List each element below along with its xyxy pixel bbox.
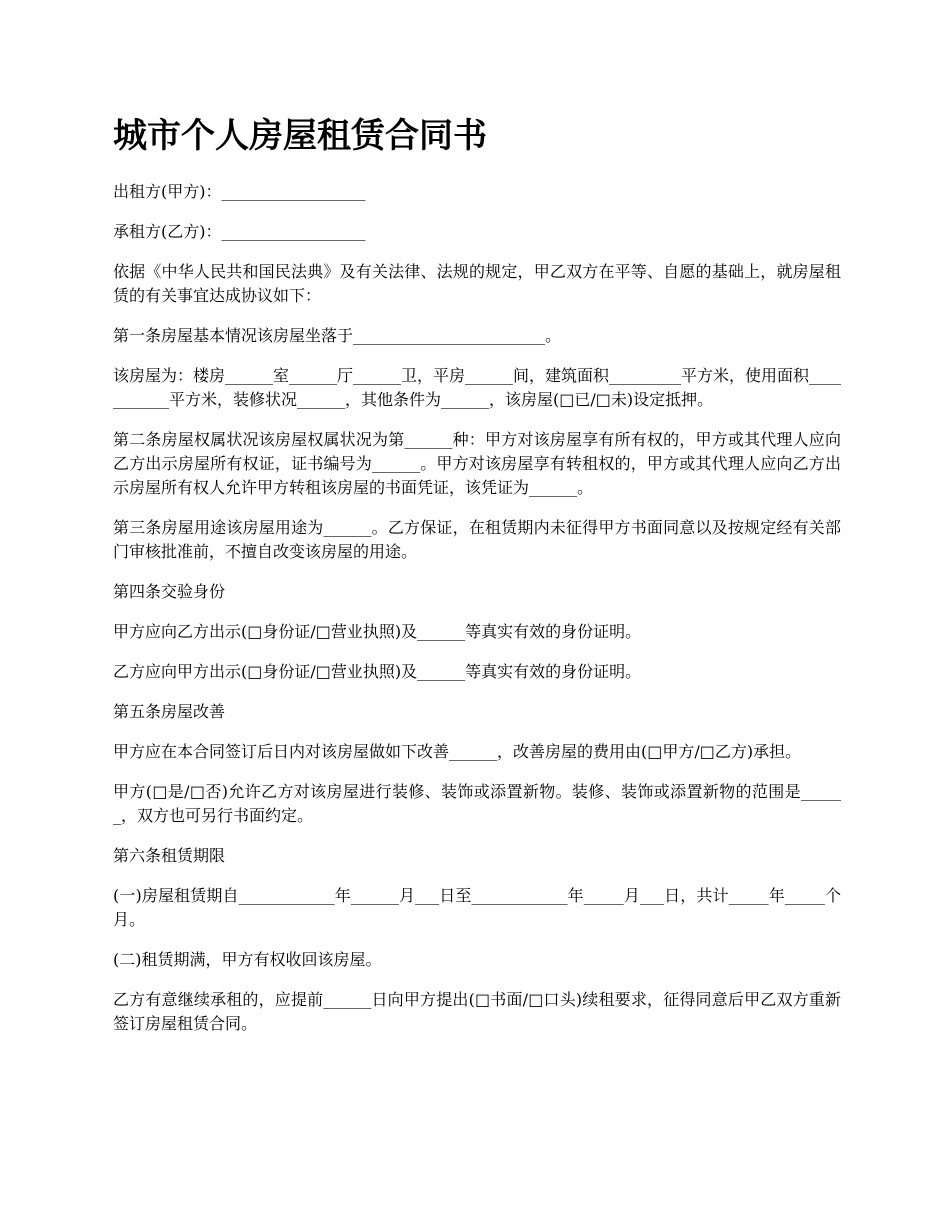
article-4-party-b: 乙方应向甲方出示(□身份证/□营业执照)及______等真实有效的身份证明。 <box>113 662 642 681</box>
article-4-party-a: 甲方应向乙方出示(□身份证/□营业执照)及______等真实有效的身份证明。 <box>113 622 642 641</box>
article-1-details: 该房屋为：楼房______室______厅______卫，平房______间，建筑面积_________平方米，使用面积___________平方米，装修状况______，其他条件为______，该房屋(□已/□未)设定抵押。 <box>113 366 842 409</box>
article-5-improvement: 甲方应在本合同签订后日内对该房屋做如下改善______，改善房屋的费用由(□甲方/□乙方)承担。 <box>113 742 802 761</box>
document-title: 城市个人房屋租赁合同书 <box>113 116 487 156</box>
preamble: 依据《中华人民共和国民法典》及有关法律、法规的规定，甲乙双方在平等、自愿的基础上，就房屋租赁的有关事宜达成协议如下： <box>113 262 841 305</box>
article-2: 第二条房屋权属状况该房屋权属状况为第______种：甲方对该房屋享有所有权的，甲方或其代理人应向乙方出示房屋所有权证，证书编号为______。甲方对该房屋享有转租权的，甲方或其代理人应向乙方出示房屋所有权人允许甲方转租该房屋的书面凭证，该凭证为______。 <box>113 430 841 497</box>
article-6-expiry: (二)租赁期满，甲方有权收回该房屋。 <box>113 950 382 969</box>
article-6-heading: 第六条租赁期限 <box>113 846 226 865</box>
party-a-line: 出租方(甲方)：__________________ <box>113 182 366 201</box>
article-5-renovation: 甲方(□是/□否)允许乙方对该房屋进行装修、装饰或添置新物。装修、装饰或添置新物的范围是______，双方也可另行书面约定。 <box>113 782 841 825</box>
article-6-renewal: 乙方有意继续承租的，应提前______日向甲方提出(□书面/□口头)续租要求，征得同意后甲乙双方重新签订房屋租赁合同。 <box>113 990 841 1033</box>
article-1-location: 第一条房屋基本情况该房屋坐落于________________________。 <box>113 326 562 345</box>
article-6-term: (一)房屋租赁期自____________年______月___日至____________年_____月___日，共计_____年_____个月。 <box>113 886 841 929</box>
party-b-line: 承租方(乙方)：__________________ <box>113 222 366 241</box>
article-4-heading: 第四条交验身份 <box>113 582 226 601</box>
contract-page <box>113 112 841 1052</box>
article-3: 第三条房屋用途该房屋用途为______。乙方保证，在租赁期内未征得甲方书面同意以及按规定经有关部门审核批准前，不擅自改变该房屋的用途。 <box>113 518 841 561</box>
article-5-heading: 第五条房屋改善 <box>113 702 226 721</box>
